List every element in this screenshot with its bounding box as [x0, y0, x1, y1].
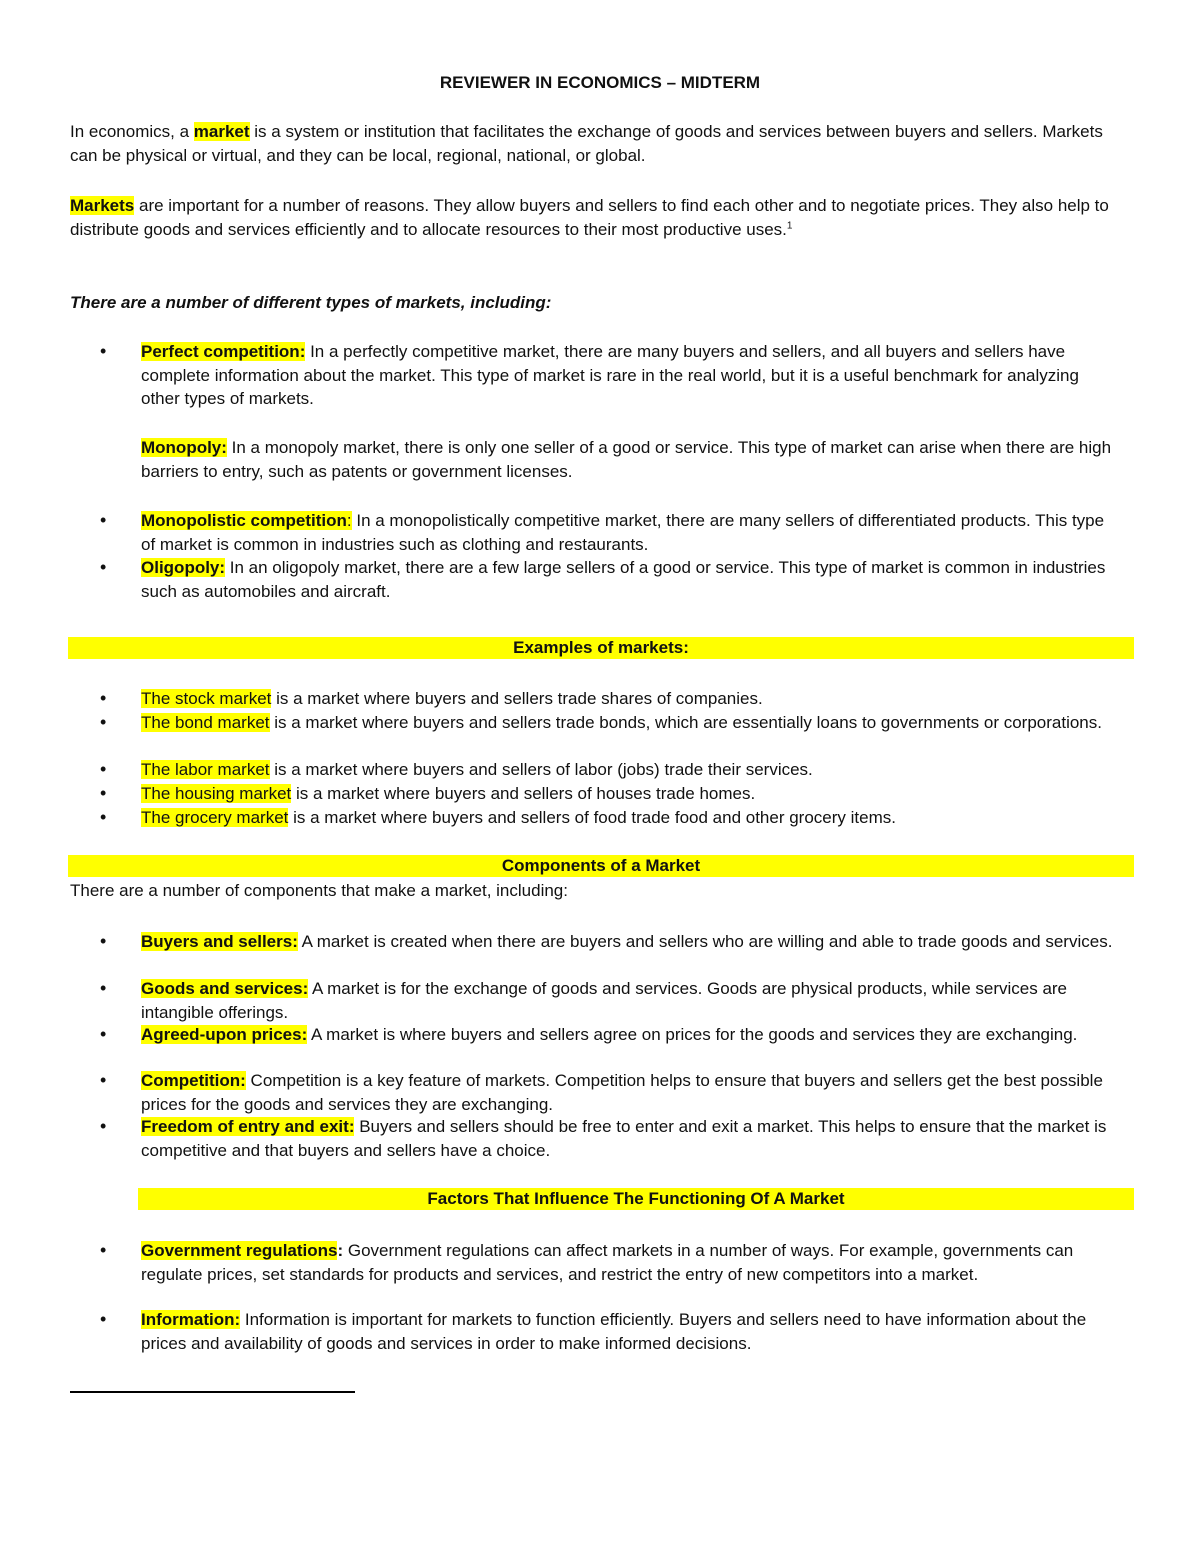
example-term: The bond market	[141, 713, 270, 732]
bullet-icon: •	[100, 341, 107, 361]
component-text: A market is where buyers and sellers agree on prices for the goods and services they are exchanging.	[307, 1025, 1078, 1044]
bullet-icon: •	[100, 1070, 107, 1090]
factor-term: Government regulations	[141, 1241, 338, 1260]
list-item-component	[141, 1023, 1116, 1047]
list-item-type	[141, 509, 1116, 556]
bullet-icon: •	[100, 688, 107, 708]
list-item-example	[141, 758, 1116, 782]
bullet-icon: •	[100, 510, 107, 530]
type-term: Monopoly:	[141, 438, 227, 457]
example-text: is a market where buyers and sellers of houses trade homes.	[291, 784, 756, 803]
bullet-icon: •	[100, 557, 107, 577]
factor-text: Government regulations can affect markets in a number of ways. For example, governments can regulate prices, set standards for products and services, and restrict the entry of new competitors into a market.	[141, 1241, 1074, 1284]
component-text: Competition is a key feature of markets. Competition helps to ensure that buyers and sellers get the best possible prices for the goods and services they are exchanging.	[141, 1071, 1103, 1114]
intro-text-rest: is a system or institution that facilitates the exchange of goods and services between buyers and sellers. Markets can be physical or virtual, and they can be local, regional, national, or global.	[70, 122, 1103, 165]
type-term: Monopolistic competition	[141, 511, 347, 530]
list-item-component	[141, 977, 1116, 1024]
example-text: is a market where buyers and sellers of labor (jobs) trade their services.	[269, 760, 813, 779]
footnote-separator	[70, 1391, 355, 1393]
list-item-example	[141, 806, 1116, 830]
example-text: is a market where buyers and sellers trade shares of companies.	[271, 689, 763, 708]
example-text: is a market where buyers and sellers of food trade food and other grocery items.	[288, 808, 896, 827]
type-text: In a monopoly market, there is only one seller of a good or service. This type of market can arise when there are high barriers to entry, such as patents or government licenses.	[141, 438, 1112, 481]
highlight-term-markets: Markets	[70, 196, 135, 215]
list-item-component	[141, 1115, 1116, 1162]
component-text: Buyers and sellers should be free to enter and exit a market. This helps to ensure that the market is competitive and that buyers and sellers have a choice.	[141, 1117, 1107, 1160]
example-term: The labor market	[141, 760, 270, 779]
list-item-example	[141, 687, 1116, 711]
bullet-icon: •	[100, 759, 107, 779]
type-text: In a perfectly competitive market, there are many buyers and sellers, and all buyers and sellers have complete information about the market. This type of market is rare in the real world, but it is a useful benchmark for analyzing other types of markets.	[141, 342, 1079, 408]
bullet-icon: •	[100, 1116, 107, 1136]
component-text: A market is for the exchange of goods and services. Goods are physical products, while services are intangible offerings.	[141, 979, 1068, 1022]
intro-text: In economics, a	[70, 122, 194, 141]
list-item-component	[141, 1069, 1116, 1116]
document-title: REVIEWER IN ECONOMICS – MIDTERM	[439, 73, 761, 92]
examples-heading: Examples of markets:	[68, 637, 1134, 659]
example-term: The grocery market	[141, 808, 289, 827]
highlight-term-market: market	[193, 122, 250, 141]
factors-heading: Factors That Influence The Functioning Of A Market	[138, 1188, 1134, 1210]
list-item-factor	[141, 1239, 1116, 1286]
importance-paragraph	[70, 194, 1110, 241]
list-item-type	[141, 556, 1116, 603]
component-text: A market is created when there are buyers and sellers who are willing and able to trade goods and services.	[297, 932, 1113, 951]
component-term: Agreed-upon prices:	[141, 1025, 308, 1044]
bullet-icon: •	[100, 712, 107, 732]
list-item-example	[141, 782, 1116, 806]
component-term: Goods and services:	[141, 979, 309, 998]
bullet-icon: •	[100, 931, 107, 951]
bullet-icon: •	[100, 807, 107, 827]
components-intro: There are a number of components that make a market, including:	[70, 881, 568, 900]
list-item-factor	[141, 1308, 1116, 1355]
example-text: is a market where buyers and sellers trade bonds, which are essentially loans to governments or corporations.	[269, 713, 1102, 732]
type-term-suffix: :	[346, 511, 352, 530]
component-term: Competition:	[141, 1071, 246, 1090]
bullet-icon: •	[100, 783, 107, 803]
intro-paragraph	[70, 120, 1110, 167]
list-item-example	[141, 711, 1116, 735]
bullet-icon: •	[100, 1309, 107, 1329]
type-term: Oligopoly:	[141, 558, 226, 577]
footnote-mark: 1	[786, 219, 793, 231]
list-item-component	[141, 930, 1116, 954]
component-term: Buyers and sellers:	[141, 932, 298, 951]
bullet-icon: •	[100, 1240, 107, 1260]
type-term: Perfect competition:	[141, 342, 306, 361]
list-item-type	[141, 436, 1116, 483]
factor-text: Information is important for markets to function efficiently. Buyers and sellers need to have information about the prices and availability of goods and services in order to make informed decisions.	[141, 1310, 1087, 1353]
example-term: The housing market	[141, 784, 292, 803]
types-heading: There are a number of different types of markets, including:	[70, 293, 552, 312]
factor-term: Information:	[141, 1310, 241, 1329]
factor-term-suffix: :	[337, 1241, 344, 1260]
importance-text: are important for a number of reasons. They allow buyers and sellers to find each other and to negotiate prices. They also help to distribute goods and services efficiently and to allocate resources to their most productive uses.	[70, 196, 1109, 239]
components-heading: Components of a Market	[68, 855, 1134, 877]
type-text: In a monopolistically competitive market, there are many sellers of differentiated products. This type of market is common in industries such as clothing and restaurants.	[141, 511, 1105, 554]
bullet-icon: •	[100, 978, 107, 998]
bullet-icon: •	[100, 1024, 107, 1044]
example-term: The stock market	[141, 689, 272, 708]
component-term: Freedom of entry and exit:	[141, 1117, 355, 1136]
list-item-type	[141, 340, 1116, 411]
type-text: In an oligopoly market, there are a few large sellers of a good or service. This type of market is common in industries such as automobiles and aircraft.	[141, 558, 1106, 601]
